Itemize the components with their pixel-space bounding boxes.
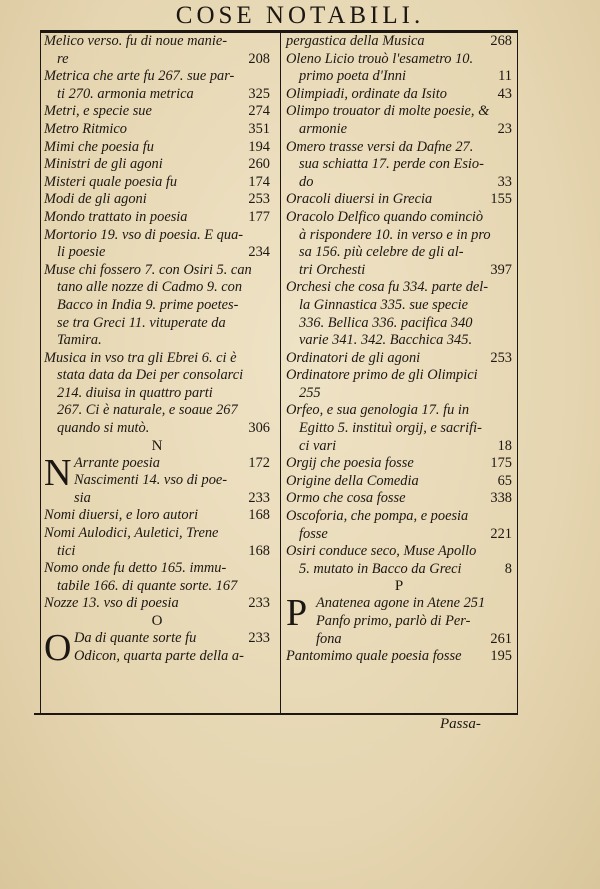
index-column-left (44, 33, 270, 669)
entry-line: Orgij che poesia fosse (286, 455, 414, 472)
entry-line: 214. diuisa in quattro parti (57, 384, 213, 401)
catchword: Passa- (440, 716, 481, 732)
page-number: 8 (504, 560, 512, 577)
entry-line: tano alle nozze di Cadmo 9. con (57, 279, 243, 296)
page-number: 168 (248, 542, 270, 559)
index-entry (44, 68, 270, 103)
entry-line: stata data da Dei per consolarci (57, 367, 244, 384)
entry-line: Olimpo trouator di molte poesie, & (286, 103, 490, 120)
index-entry (44, 262, 270, 350)
entry-line: Pantomimo quale poesia fosse (286, 648, 462, 665)
letter-heading-p: P (394, 578, 404, 595)
entry-line: Da di quante sorte fu (74, 630, 197, 646)
page-number: 261 (490, 630, 512, 647)
entry-line: se tra Greci 11. vituperate da (57, 314, 226, 331)
entry-line: quando si mutò. (57, 420, 150, 437)
page-number: 195 (490, 648, 512, 665)
entry-line: Metri, e specie sue (44, 103, 152, 120)
letter-heading-o: O (151, 613, 163, 629)
index-entry (44, 139, 270, 157)
page-number: 260 (248, 156, 270, 173)
letter-heading-n: N (151, 437, 163, 454)
left-block-2 (44, 507, 270, 613)
index-entry (44, 191, 270, 209)
entry-line: fosse (299, 525, 328, 542)
page-number: 221 (490, 525, 512, 542)
page-number: 174 (248, 173, 270, 190)
entry-line: Mimi che poesia fu (44, 138, 154, 155)
page-number: 233 (248, 630, 270, 646)
footer-rule (34, 713, 518, 715)
index-entry (44, 33, 270, 68)
page-number: 208 (248, 50, 270, 67)
entry-line: pergastica della Musica (286, 33, 425, 49)
entry-line: Anatenea agone in Atene 251 (316, 595, 486, 612)
entry-line: Muse chi fossero 7. con Osiri 5. can (44, 261, 252, 278)
page-number: 172 (248, 454, 270, 471)
index-entry (44, 103, 270, 121)
entry-line: Panfo primo, parlò di Per- (316, 613, 471, 629)
entry-line: re (57, 50, 69, 67)
page-number: 33 (497, 173, 512, 190)
entry-line: 5. mutato in Bacco da Greci (299, 560, 462, 577)
index-entry (286, 350, 512, 368)
index-entry (286, 490, 512, 508)
page-number: 175 (490, 455, 512, 472)
index-entry (286, 33, 512, 51)
p-drop-entries (286, 592, 512, 648)
index-entry (44, 507, 270, 525)
page-number: 155 (490, 191, 512, 208)
drop-cap-o: O (44, 627, 72, 669)
index-entry (286, 402, 512, 455)
left-border (40, 30, 41, 714)
entry-line: Nomo onde fu detto 165. immu- (44, 560, 227, 577)
page-number: 274 (248, 103, 270, 120)
entry-line: 336. Bellica 336. pacifica 340 (299, 314, 473, 331)
entry-line: do (299, 173, 314, 190)
entry-line: Ministri de gli agoni (44, 156, 163, 173)
entry-line: li poesie (57, 244, 106, 261)
index-entry (44, 121, 270, 139)
page-number: 23 (497, 120, 512, 137)
entry-line: à rispondere 10. in verso e in pro (299, 226, 491, 243)
index-column-right (286, 33, 512, 666)
entry-line: Oracoli diuersi in Grecia (286, 191, 433, 208)
entry-line: Nomi Aulodici, Auletici, Trene (44, 525, 219, 542)
page-number: 11 (498, 68, 512, 85)
entry-line: Metrica che arte fu 267. sue par- (44, 68, 235, 85)
index-entry (286, 103, 512, 138)
drop-block-o (44, 627, 270, 669)
entry-line: sia (74, 489, 91, 506)
entry-line: Nascimenti 14. vso di poe- (74, 472, 228, 489)
entry-line: Nozze 13. vso di poesia (44, 595, 179, 612)
page-number: 177 (248, 208, 270, 225)
entry-line: primo poeta d'Inni (299, 68, 407, 85)
index-entry (286, 191, 512, 209)
column-divider (280, 30, 281, 714)
entry-line: Ordinatore primo de gli Olimpici (286, 367, 478, 384)
page-number: 65 (497, 472, 512, 489)
entry-line: ti 270. armonia metrica (57, 85, 194, 102)
entry-line: Bacco in India 9. prime poetes- (57, 296, 239, 313)
entry-line: fona (316, 630, 342, 647)
index-entry (44, 350, 270, 438)
drop-cap-n: N (44, 451, 72, 494)
entry-line: 267. Ci è naturale, e soaue 267 (57, 402, 238, 419)
page-number: 43 (497, 85, 512, 102)
entry-line: Oracolo Delfico quando cominciò (286, 208, 484, 225)
index-entry (286, 279, 512, 349)
drop-block-n (44, 451, 270, 508)
index-entry (44, 472, 270, 507)
index-entry (286, 51, 512, 86)
index-entry (286, 139, 512, 192)
page-number: 325 (248, 85, 270, 102)
entry-line: Origine della Comedia (286, 472, 419, 489)
o-drop-entries (44, 627, 270, 669)
index-entry (44, 525, 270, 560)
index-entry (286, 209, 512, 279)
entry-line: Arrante poesia (74, 454, 160, 471)
entry-line: Misteri quale poesia fu (44, 173, 178, 190)
entry-line: armonie (299, 120, 347, 137)
index-entry (44, 227, 270, 262)
entry-line: Metro Ritmico (44, 120, 127, 137)
left-block-1 (44, 33, 270, 438)
page-number: 234 (248, 244, 270, 261)
index-entry (44, 630, 270, 648)
entry-line: Mortorio 19. vso di poesia. E qua- (44, 226, 244, 243)
page-number: 397 (490, 261, 512, 278)
index-entry (44, 648, 270, 666)
entry-line: Odicon, quarta parte della a- (74, 647, 244, 664)
entry-line: ci vari (299, 437, 337, 454)
entry-line: Melico verso. fu di noue manie- (44, 33, 228, 49)
page-number: 168 (248, 507, 270, 524)
entry-line: sua schiatta 17. perde con Esio- (299, 156, 484, 173)
entry-line: Osiri conduce seco, Muse Apollo (286, 543, 477, 560)
entry-line: Tamira. (57, 332, 102, 349)
entry-line: tici (57, 542, 76, 559)
index-entry (44, 455, 270, 473)
page-number: 306 (248, 420, 270, 437)
index-entry (286, 86, 512, 104)
page-number: 351 (248, 120, 270, 137)
entry-line: tabile 166. di quante sorte. 167 (57, 577, 238, 594)
entry-line: Modi de gli agoni (44, 191, 147, 208)
entry-line: Ordinatori de gli agoni (286, 349, 421, 366)
entry-line: Orfeo, e sua genologia 17. fu in (286, 402, 470, 419)
entry-line: Musica in vso tra gli Ebrei 6. ci è (44, 349, 237, 366)
index-entry (286, 613, 512, 648)
page-number: 338 (490, 490, 512, 507)
n-drop-entries (44, 451, 270, 508)
index-entry (44, 560, 270, 595)
page-number: 233 (248, 489, 270, 506)
entry-line: 255 (299, 384, 321, 401)
entry-line: Ormo che cosa fosse (286, 490, 406, 507)
index-entry (286, 543, 512, 578)
page-number: 233 (248, 595, 270, 612)
page-number: 194 (248, 138, 270, 155)
running-header: COSE NOTABILI. (175, 2, 425, 29)
index-entry (286, 367, 512, 402)
entry-line: sa 156. più celebre de gli al- (299, 244, 464, 261)
index-entry (286, 595, 512, 613)
page-number: 253 (248, 191, 270, 208)
index-entry (44, 156, 270, 174)
entry-line: Egitto 5. instituì orgij, e sacrifi- (299, 420, 482, 437)
right-block-2 (286, 648, 512, 666)
entry-line: tri Orchesti (299, 261, 366, 278)
index-entry (286, 648, 512, 666)
entry-line: Mondo trattato in poesia (44, 208, 188, 225)
drop-cap-p: P (286, 592, 308, 635)
index-entry (286, 455, 512, 473)
page-number: 253 (490, 349, 512, 366)
entry-line: varie 341. 342. Bacchica 345. (299, 332, 473, 349)
index-entry (44, 595, 270, 613)
right-border (517, 30, 518, 714)
entry-line: Oleno Licio trouò l'esametro 10. (286, 50, 474, 67)
page-number: 268 (490, 33, 512, 49)
entry-line: Olimpiadi, ordinate da Isito (286, 85, 447, 102)
index-entry (286, 508, 512, 543)
entry-line: Orchesi che cosa fu 334. parte del- (286, 279, 489, 296)
drop-block-p (286, 592, 512, 648)
right-block-1 (286, 33, 512, 578)
entry-line: Oscoforia, che pompa, e poesia (286, 508, 469, 525)
entry-line: Omero trasse versi da Dafne 27. (286, 138, 474, 155)
entry-line: Nomi diuersi, e loro autori (44, 507, 199, 524)
page-number: 18 (497, 437, 512, 454)
index-entry (44, 174, 270, 192)
index-entry (44, 209, 270, 227)
index-entry (286, 473, 512, 491)
entry-line: la Ginnastica 335. sue specie (299, 296, 469, 313)
